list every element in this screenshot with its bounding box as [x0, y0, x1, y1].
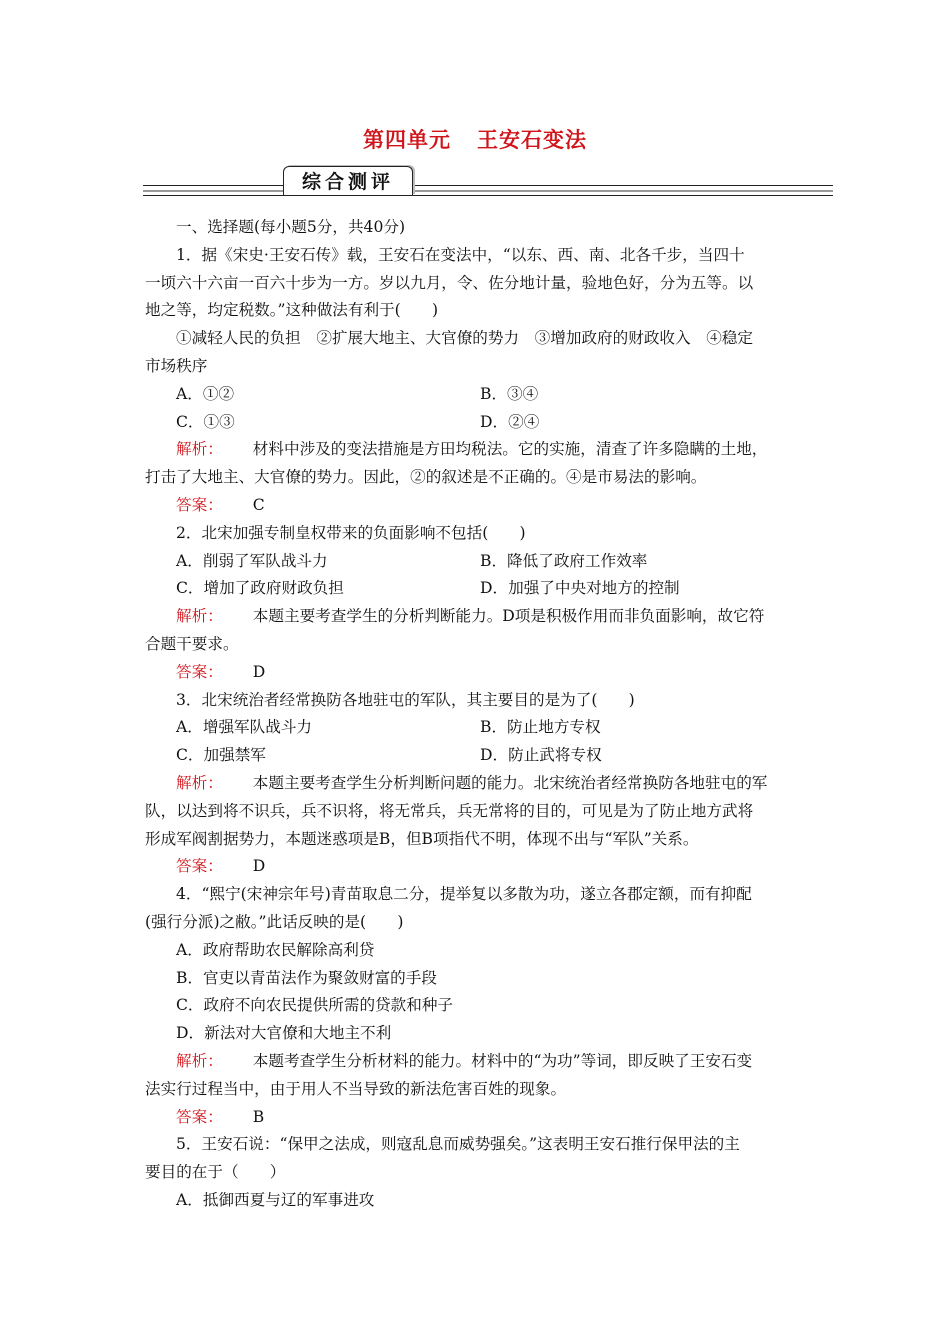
q3-analysis-line: 队，以达到将不识兵，兵不识将，将无常兵，兵无常将的目的，可见是为了防止地方武将 [145, 801, 754, 820]
q3-answer-value: D [252, 857, 266, 876]
page-title [0, 124, 950, 154]
q1-stem-line: 1．据《宋史·王安石传》载，王安石在变法中，“以东、西、南、北各千步，当四十 [176, 245, 745, 264]
q1-analysis [145, 436, 810, 464]
q3-analysis [145, 770, 810, 798]
q4-analysis-text: 本题考查学生分析材料的能力。材料中的“为功”等词，即反映了王安石变 [252, 1051, 753, 1070]
q1-items-line: 市场秩序 [145, 356, 208, 375]
rule-line-top [143, 185, 833, 186]
q4-answer-value: B [252, 1107, 265, 1126]
q1-option-d: D．②④ [480, 412, 540, 431]
section-header-rule [143, 160, 833, 200]
q3-analysis-text: 本题主要考查学生分析判断问题的能力。北宋统治者经常换防各地驻屯的军 [252, 773, 768, 792]
q3-option-c: C．加强禁军 [176, 746, 266, 765]
q4-option-d: D．新法对大官僚和大地主不利 [176, 1024, 392, 1043]
analysis-label: 解析： [176, 1051, 223, 1070]
q2-stem-line: 2．北宋加强专制皇权带来的负面影响不包括( ) [176, 523, 526, 542]
section-tab: 综合测评 [283, 166, 413, 195]
q3-option-b: B．防止地方专权 [480, 718, 601, 737]
q3-stem-line: 3．北宋统治者经常换防各地驻屯的军队，其主要目的是为了( ) [176, 690, 635, 709]
q1-answer [145, 492, 810, 520]
q2-option-d: D．加强了中央对地方的控制 [480, 579, 680, 598]
q1-option-c: C．①③ [176, 412, 235, 431]
rule-line-bottom [143, 195, 833, 196]
q4-option-a: A．政府帮助农民解除高利贷 [176, 940, 375, 959]
q1-stem-line: 一顷六十六亩一百六十步为一方。岁以九月，令、佐分地计量，验地色好，分为五等。以 [145, 273, 754, 292]
q1-items-line: ①减轻人民的负担 ②扩展大地主、大官僚的势力 ③增加政府的财政收入 ④稳定 [176, 329, 753, 348]
answer-label: 答案： [176, 662, 223, 681]
q1-options-row [145, 381, 810, 409]
q2-analysis [145, 603, 810, 631]
answer-label: 答案： [176, 1107, 223, 1126]
q5-stem-line: 5．王安石说：“保甲之法成，则寇乱息而威势强矣。”这表明王安石推行保甲法的主 [176, 1135, 740, 1154]
q1-option-a: A．①② [176, 384, 235, 403]
q3-options-row [145, 714, 810, 742]
q3-options-row [145, 742, 810, 770]
q4-analysis-line: 法实行过程当中，由于用人不当导致的新法危害百姓的现象。 [145, 1079, 567, 1098]
q1-analysis-line: 打击了大地主、大官僚的势力。因此，②的叙述是不正确的。④是市易法的影响。 [145, 468, 707, 487]
answer-label: 答案： [176, 495, 223, 514]
q1-option-b: B．③④ [480, 384, 539, 403]
q2-options-row [145, 575, 810, 603]
topic-label: 王安石变法 [477, 127, 587, 152]
q5-option-a: A．抵御西夏与辽的军事进攻 [176, 1190, 375, 1209]
unit-label: 第四单元 [363, 127, 451, 152]
q2-option-a: A．削弱了军队战斗力 [176, 551, 328, 570]
q2-analysis-line: 合题干要求。 [145, 634, 239, 653]
q1-analysis-text: 材料中涉及的变法措施是方田均税法。它的实施，清查了许多隐瞒的土地， [252, 440, 768, 459]
analysis-label: 解析： [176, 607, 223, 626]
q4-stem-line: 4．“熙宁(宋神宗年号)青苗取息二分，提举复以多散为功，遂立各郡定额，而有抑配 [176, 885, 752, 904]
answer-label: 答案： [176, 857, 223, 876]
q2-options-row [145, 548, 810, 576]
q2-answer [145, 659, 810, 687]
q3-option-d: D．防止武将专权 [480, 746, 602, 765]
q2-answer-value: D [252, 662, 266, 681]
analysis-label: 解析： [176, 440, 223, 459]
q2-option-b: B．降低了政府工作效率 [480, 551, 648, 570]
q4-analysis [145, 1048, 810, 1076]
q3-analysis-line: 形成军阀割据势力，本题迷惑项是B，但B项指代不明，体现不出与“军队”关系。 [145, 829, 699, 848]
q3-option-a: A．增强军队战斗力 [176, 718, 313, 737]
q1-stem-line: 地之等，均定税数。”这种做法有利于( ) [145, 301, 439, 320]
q5-stem-line: 要目的在于（ ） [145, 1163, 286, 1182]
q1-answer-value: C [252, 495, 265, 514]
q4-option-b: B．官吏以青苗法作为聚敛财富的手段 [176, 968, 437, 987]
q4-answer [145, 1104, 810, 1132]
rule-line-shadow [143, 190, 833, 192]
question-content [145, 214, 810, 1215]
q3-answer [145, 853, 810, 881]
q4-option-c: C．政府不向农民提供所需的贷款和种子 [176, 996, 454, 1015]
q4-stem-line: (强行分派)之敝。”此话反映的是( ) [145, 912, 404, 931]
q2-analysis-text: 本题主要考查学生的分析判断能力。D项是积极作用而非负面影响，故它符 [252, 607, 765, 626]
analysis-label: 解析： [176, 773, 223, 792]
q2-option-c: C．增加了政府财政负担 [176, 579, 344, 598]
q1-options-row [145, 409, 810, 437]
section-heading: 一、选择题(每小题5分，共40分) [176, 218, 406, 236]
